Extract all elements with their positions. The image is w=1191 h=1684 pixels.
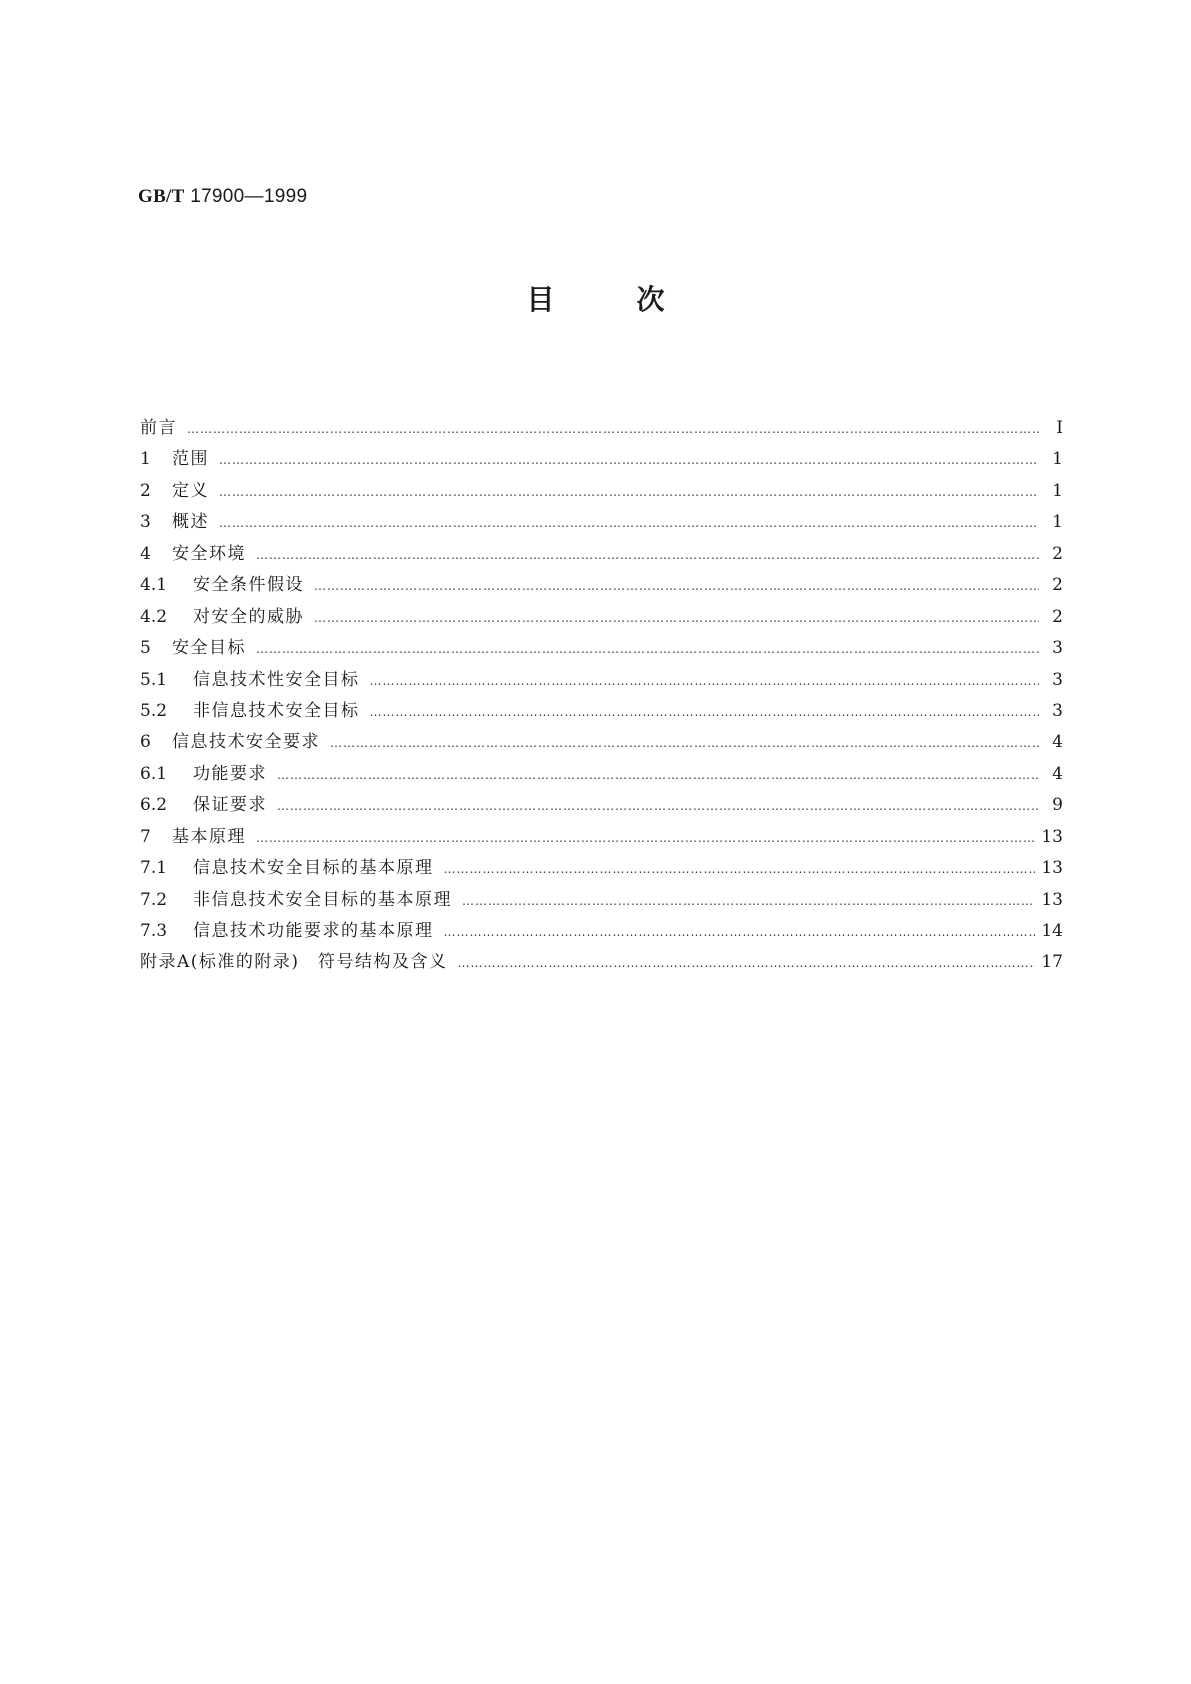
toc-entry-page: 13: [1041, 858, 1063, 879]
toc-entry[interactable]: [140, 665, 1063, 696]
toc-entry[interactable]: [140, 696, 1063, 727]
toc-entry-number: 7.3: [140, 921, 168, 941]
standard-prefix: GB/T: [138, 186, 185, 207]
toc-entry-label: 非信息技术安全目标的基本原理: [193, 889, 452, 910]
toc-entry-number: 4.2: [140, 606, 168, 627]
toc-entry-label: 范围: [172, 449, 209, 470]
page-title: 目次: [526, 283, 747, 316]
standard-code: 17900—1999: [190, 186, 308, 207]
toc-entry-page: 2: [1052, 606, 1063, 627]
toc-entry-page: 3: [1052, 700, 1063, 721]
toc-leader-dots: [256, 544, 1039, 564]
toc-leader-dots: [314, 575, 1039, 595]
toc-leader-dots: [330, 732, 1039, 752]
toc-leader-dots: [256, 827, 1035, 847]
toc-entry-label: 安全环境: [172, 543, 246, 564]
toc-entry[interactable]: [140, 759, 1063, 790]
toc-leader-dots: [219, 512, 1039, 532]
toc-entry[interactable]: [140, 633, 1063, 664]
toc-entry-label: 定义: [172, 480, 209, 501]
table-of-contents: [140, 413, 1063, 979]
toc-entry[interactable]: [140, 947, 1063, 978]
toc-entry-label: 安全目标: [172, 638, 246, 659]
toc-entry-page: 4: [1052, 732, 1063, 753]
toc-entry-number: 5.2: [140, 700, 168, 721]
toc-entry-number: 3: [140, 512, 151, 533]
toc-entry-page: 4: [1052, 763, 1063, 784]
toc-entry-label: 安全条件假设: [193, 575, 304, 596]
toc-leader-dots: [314, 607, 1039, 627]
toc-entry[interactable]: [140, 602, 1063, 633]
toc-entry-label: 基本原理: [172, 826, 246, 847]
toc-entry-number: 1: [140, 449, 151, 470]
toc-entry-page: 14: [1041, 921, 1063, 941]
toc-entry-page: 1: [1052, 480, 1063, 501]
toc-entry[interactable]: [140, 570, 1063, 601]
toc-entry[interactable]: [140, 507, 1063, 538]
toc-leader-dots: [256, 638, 1039, 658]
toc-entry-label: 信息技术性安全目标: [193, 669, 360, 690]
standard-number: [138, 186, 307, 208]
toc-leader-dots: [444, 921, 1036, 941]
toc-entry[interactable]: [140, 916, 1063, 947]
toc-entry-label: 附录A(标准的附录) 符号结构及含义: [140, 952, 448, 973]
toc-entry[interactable]: [140, 539, 1063, 570]
toc-entry-label: 信息技术安全要求: [172, 732, 320, 753]
toc-entry[interactable]: [140, 853, 1063, 884]
toc-entry-number: 6.1: [140, 763, 168, 784]
toc-entry-page: 2: [1052, 575, 1063, 596]
toc-entry-number: 5: [140, 638, 151, 659]
toc-leader-dots: [462, 890, 1035, 910]
toc-leader-dots: [277, 764, 1039, 784]
toc-leader-dots: [219, 449, 1039, 469]
toc-entry-number: 6: [140, 732, 151, 753]
toc-entry-label: 对安全的威胁: [193, 606, 304, 627]
toc-entry-page: 17: [1041, 952, 1063, 973]
toc-entry[interactable]: [140, 476, 1063, 507]
toc-entry[interactable]: [140, 790, 1063, 821]
toc-entry[interactable]: [140, 822, 1063, 853]
toc-leader-dots: [370, 670, 1040, 690]
toc-entry-label: 保证要求: [193, 795, 267, 816]
toc-entry-label: 信息技术功能要求的基本原理: [193, 921, 434, 941]
toc-entry-number: 5.1: [140, 669, 168, 690]
toc-entry-label: 非信息技术安全目标: [193, 700, 360, 721]
toc-entry-number: 2: [140, 480, 151, 501]
toc-entry-number: 7.2: [140, 889, 168, 910]
toc-entry-page: 13: [1041, 826, 1063, 847]
toc-entry-label: 信息技术安全目标的基本原理: [193, 858, 434, 879]
toc-leader-dots: [187, 418, 1039, 438]
toc-entry-number: 6.2: [140, 795, 168, 816]
toc-entry-page: 9: [1052, 795, 1063, 816]
toc-leader-dots: [444, 858, 1036, 878]
toc-entry-number: 4: [140, 543, 151, 564]
toc-entry-page: 1: [1052, 449, 1063, 470]
toc-entry-page: 3: [1052, 638, 1063, 659]
toc-entry[interactable]: [140, 413, 1063, 444]
toc-leader-dots: [277, 795, 1039, 815]
toc-entry-number: 7: [140, 826, 151, 847]
toc-entry-number: 7.1: [140, 858, 168, 879]
toc-entry[interactable]: [140, 727, 1063, 758]
toc-entry[interactable]: [140, 885, 1063, 916]
toc-entry-page: 2: [1052, 543, 1063, 564]
toc-entry-label: 前言: [140, 418, 177, 438]
toc-entry-page: 1: [1052, 512, 1063, 533]
toc-entry-page: 13: [1041, 889, 1063, 910]
toc-entry-page: Ⅰ: [1056, 418, 1063, 438]
toc-entry-page: 3: [1052, 669, 1063, 690]
toc-leader-dots: [219, 481, 1039, 501]
toc-entry[interactable]: [140, 444, 1063, 475]
toc-leader-dots: [458, 952, 1036, 972]
toc-entry-label: 概述: [172, 512, 209, 533]
toc-entry-label: 功能要求: [193, 763, 267, 784]
toc-entry-number: 4.1: [140, 575, 168, 596]
toc-leader-dots: [370, 701, 1040, 721]
